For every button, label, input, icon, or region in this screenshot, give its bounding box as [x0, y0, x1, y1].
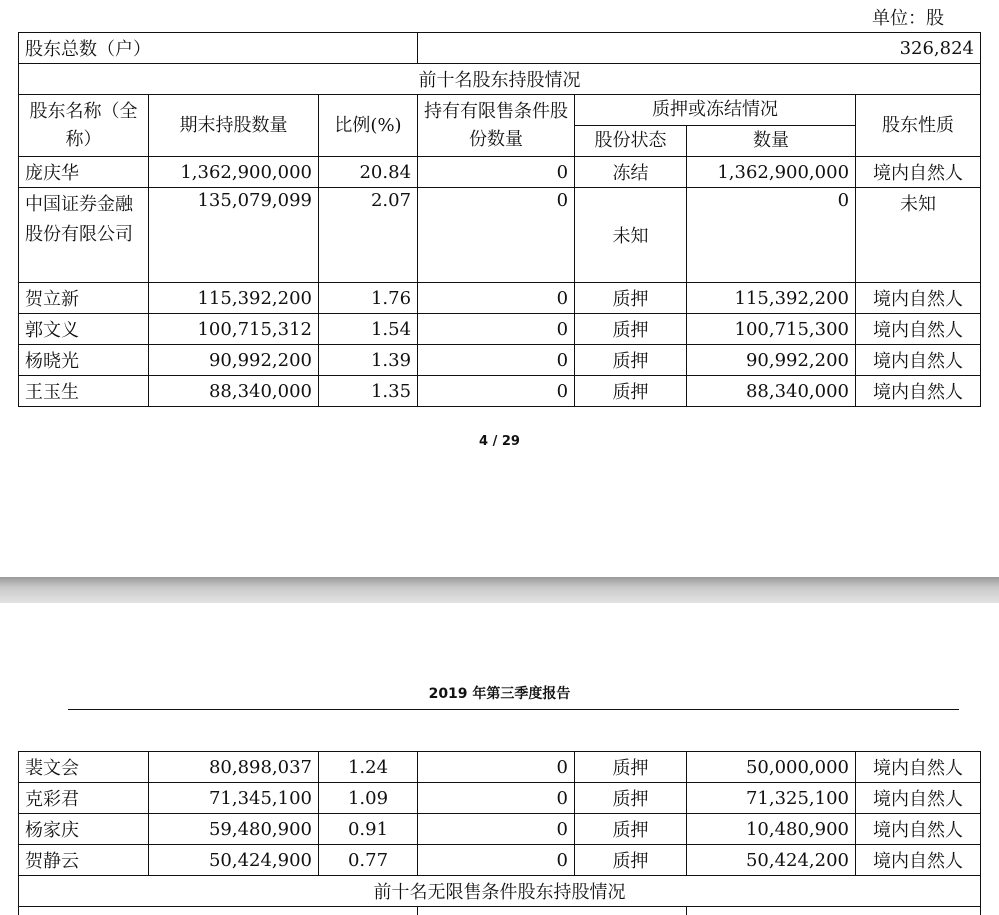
- cell-qty: 0: [687, 188, 856, 283]
- cell-status: 未知: [575, 188, 687, 283]
- cell-shares: 50,424,900: [149, 845, 319, 876]
- cell-nature: 境内自然人: [856, 376, 981, 407]
- cell-shares: 135,079,099: [149, 188, 319, 283]
- cell-name: 裴文会: [19, 752, 149, 783]
- cell-name: 庞庆华: [19, 157, 149, 188]
- cell-shares: 1,362,900,000: [149, 157, 319, 188]
- cell-ratio: 1.24: [319, 752, 418, 783]
- cell-ratio: 1.54: [319, 314, 418, 345]
- cell-nature: 境内自然人: [856, 157, 981, 188]
- total-holders-row: [19, 33, 981, 64]
- cell-qty: 50,000,000: [687, 752, 856, 783]
- cell-name: 王玉生: [19, 376, 149, 407]
- table-row: [19, 376, 981, 407]
- cell-name: 贺静云: [19, 845, 149, 876]
- cell-shares: 90,992,200: [149, 345, 319, 376]
- total-holders-label: 股东总数（户）: [19, 33, 418, 64]
- cell-name: 杨晓光: [19, 345, 149, 376]
- cell-restricted: 0: [418, 188, 575, 283]
- cell-nature: 境内自然人: [856, 814, 981, 845]
- cell-ratio: 0.77: [319, 845, 418, 876]
- table-row: [19, 845, 981, 876]
- header-pledge-status: 股份状态: [575, 126, 687, 157]
- cell-ratio: 1.09: [319, 783, 418, 814]
- cell-restricted: 0: [418, 283, 575, 314]
- top10-shareholders-table-continued: [18, 751, 981, 915]
- cell-status: 质押: [575, 845, 687, 876]
- cell-ratio: 1.39: [319, 345, 418, 376]
- cell-qty: 88,340,000: [687, 376, 856, 407]
- cell-qty: 50,424,200: [687, 845, 856, 876]
- cell-nature: 境内自然人: [856, 283, 981, 314]
- cell-restricted: 0: [418, 345, 575, 376]
- cell-restricted: 0: [418, 814, 575, 845]
- top10-shareholders-table: [18, 32, 981, 407]
- cell-name: 郭文义: [19, 314, 149, 345]
- cell-name: 贺立新: [19, 283, 149, 314]
- table-row: [19, 345, 981, 376]
- page-separator: [0, 577, 999, 603]
- cell-shares: 88,340,000: [149, 376, 319, 407]
- cell-nature: 境内自然人: [856, 314, 981, 345]
- cell-status: 质押: [575, 314, 687, 345]
- cell-shares: 80,898,037: [149, 752, 319, 783]
- table-row: [19, 814, 981, 845]
- header-row-1: [19, 95, 981, 126]
- header-pledge-group: 质押或冻结情况: [575, 95, 856, 126]
- cell-nature: 境内自然人: [856, 783, 981, 814]
- table-row: [19, 188, 981, 283]
- cell-ratio: 1.35: [319, 376, 418, 407]
- header-nature: 股东性质: [856, 95, 981, 157]
- cell-ratio: 20.84: [319, 157, 418, 188]
- cell-qty: 115,392,200: [687, 283, 856, 314]
- cell-shares: 100,715,312: [149, 314, 319, 345]
- cell-restricted: 0: [418, 157, 575, 188]
- table-row: [19, 783, 981, 814]
- cell-restricted: 0: [418, 783, 575, 814]
- cell-status: 质押: [575, 783, 687, 814]
- cell-restricted: 0: [418, 752, 575, 783]
- cell-status: 质押: [575, 752, 687, 783]
- cell-ratio: 1.76: [319, 283, 418, 314]
- document-page-5: [0, 603, 999, 915]
- cell-shares: 115,392,200: [149, 283, 319, 314]
- unrestricted-title: 前十名无限售条件股东持股情况: [19, 876, 981, 907]
- cell-nature: 境内自然人: [856, 752, 981, 783]
- cell-status: 质押: [575, 376, 687, 407]
- cell-ratio: 0.91: [319, 814, 418, 845]
- cell-name: 中国证券金融股份有限公司: [19, 188, 149, 283]
- header-ratio: 比例(%): [319, 95, 418, 157]
- unit-label: 单位：股: [872, 8, 944, 29]
- page-number: 4 / 29: [479, 434, 520, 449]
- cell-ratio: 2.07: [319, 188, 418, 283]
- cell-nature: 未知: [856, 188, 981, 283]
- cell-shares: 59,480,900: [149, 814, 319, 845]
- section-title-row: [19, 64, 981, 95]
- table-row: [19, 157, 981, 188]
- total-holders-value: 326,824: [418, 33, 981, 64]
- cell-status: 冻结: [575, 157, 687, 188]
- cell-restricted: 0: [418, 314, 575, 345]
- cell-qty: 10,480,900: [687, 814, 856, 845]
- top10-title: 前十名股东持股情况: [19, 64, 981, 95]
- cell-name: 杨家庆: [19, 814, 149, 845]
- table-row: [19, 283, 981, 314]
- report-header-title: 2019 年第三季度报告: [428, 686, 571, 702]
- cell-name: 克彩君: [19, 783, 149, 814]
- cell-nature: 境内自然人: [856, 345, 981, 376]
- section-title-row: [19, 876, 981, 907]
- cell-status: 质押: [575, 283, 687, 314]
- cell-qty: 1,362,900,000: [687, 157, 856, 188]
- header-restricted: 持有有限售条件股份数量: [418, 95, 575, 157]
- cell-shares: 71,345,100: [149, 783, 319, 814]
- table-row: [19, 314, 981, 345]
- cell-nature: 境内自然人: [856, 845, 981, 876]
- cell-status: 质押: [575, 345, 687, 376]
- cell-qty: 90,992,200: [687, 345, 856, 376]
- cell-status: 质押: [575, 814, 687, 845]
- table-row: [19, 752, 981, 783]
- header-name: 股东名称（全称）: [19, 95, 149, 157]
- header-rule: [68, 709, 959, 710]
- cell-restricted: 0: [418, 376, 575, 407]
- header-pledge-qty: 数量: [687, 126, 856, 157]
- cell-qty: 100,715,300: [687, 314, 856, 345]
- cell-qty: 71,325,100: [687, 783, 856, 814]
- partial-row: [19, 907, 981, 915]
- cell-restricted: 0: [418, 845, 575, 876]
- header-shares: 期末持股数量: [149, 95, 319, 157]
